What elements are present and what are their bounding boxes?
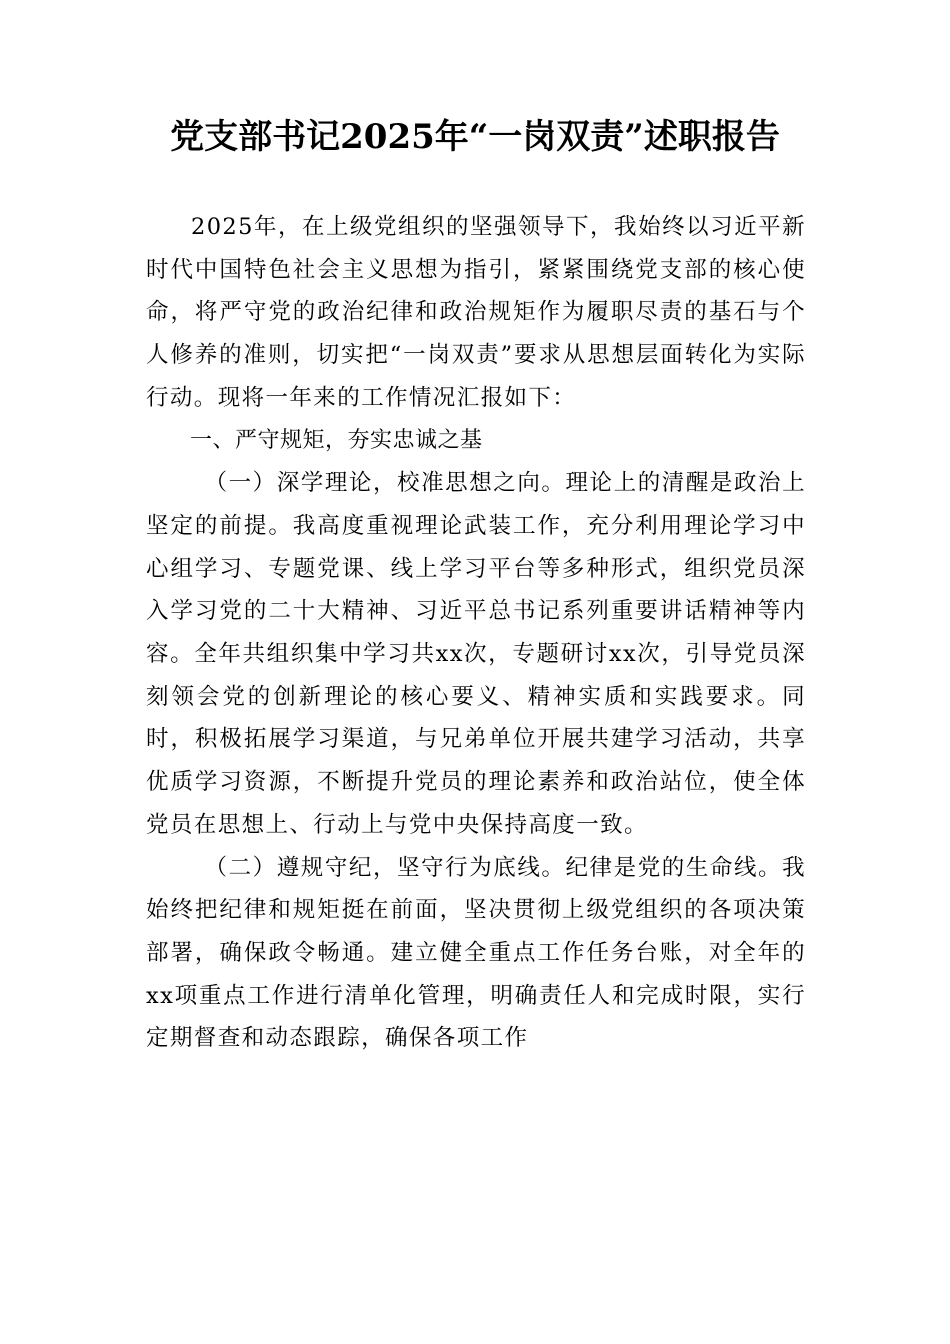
document-title: 党支部书记2025年“一岗双责”述职报告 [170, 117, 780, 157]
paragraph-theory-study: （一）深学理论，校准思想之向。理论上的清醒是政治上坚定的前提。我高度重视理论武装工作，充分利用理论学习中心组学习、专题党课、线上学习平台等多种形式，组织党员深入学习党的二十大精神、习近平总书记系列重要讲话精神等内容。全年共组织集中学习共xx次，专题研讨xx次，引导党员深刻领会党的创新理论的核心要义、精神实质和实践要求。同时，积极拓展学习渠道，与兄弟单位开展共建学习活动，共享优质学习资源，不断提升党员的理论素养和政治站位，使全体党员在思想上、行动上与党中央保持高度一致。 [146, 470, 806, 838]
paragraph-discipline: （二）遵规守纪，坚守行为底线。纪律是党的生命线。我始终把纪律和规矩挺在前面，坚决贯彻上级党组织的各项决策部署，确保政令畅通。建立健全重点工作任务台账，对全年的xx项重点工作进行清单化管理，明确责任人和完成时限，实行定期督查和动态跟踪，确保各项工作 [146, 854, 806, 1052]
section-heading: 一、严守规矩，夯实忠诚之基 [190, 427, 483, 453]
intro-paragraph: 2025年，在上级党组织的坚强领导下，我始终以习近平新时代中国特色社会主义思想为指引，紧紧围绕党支部的核心使命，将严守党的政治纪律和政治规矩作为履职尽责的基石与个人修养的准则，切实把“一岗双责”要求从思想层面转化为实际行动。现将一年来的工作情况汇报如下： [146, 214, 806, 411]
document-body [146, 206, 806, 1060]
